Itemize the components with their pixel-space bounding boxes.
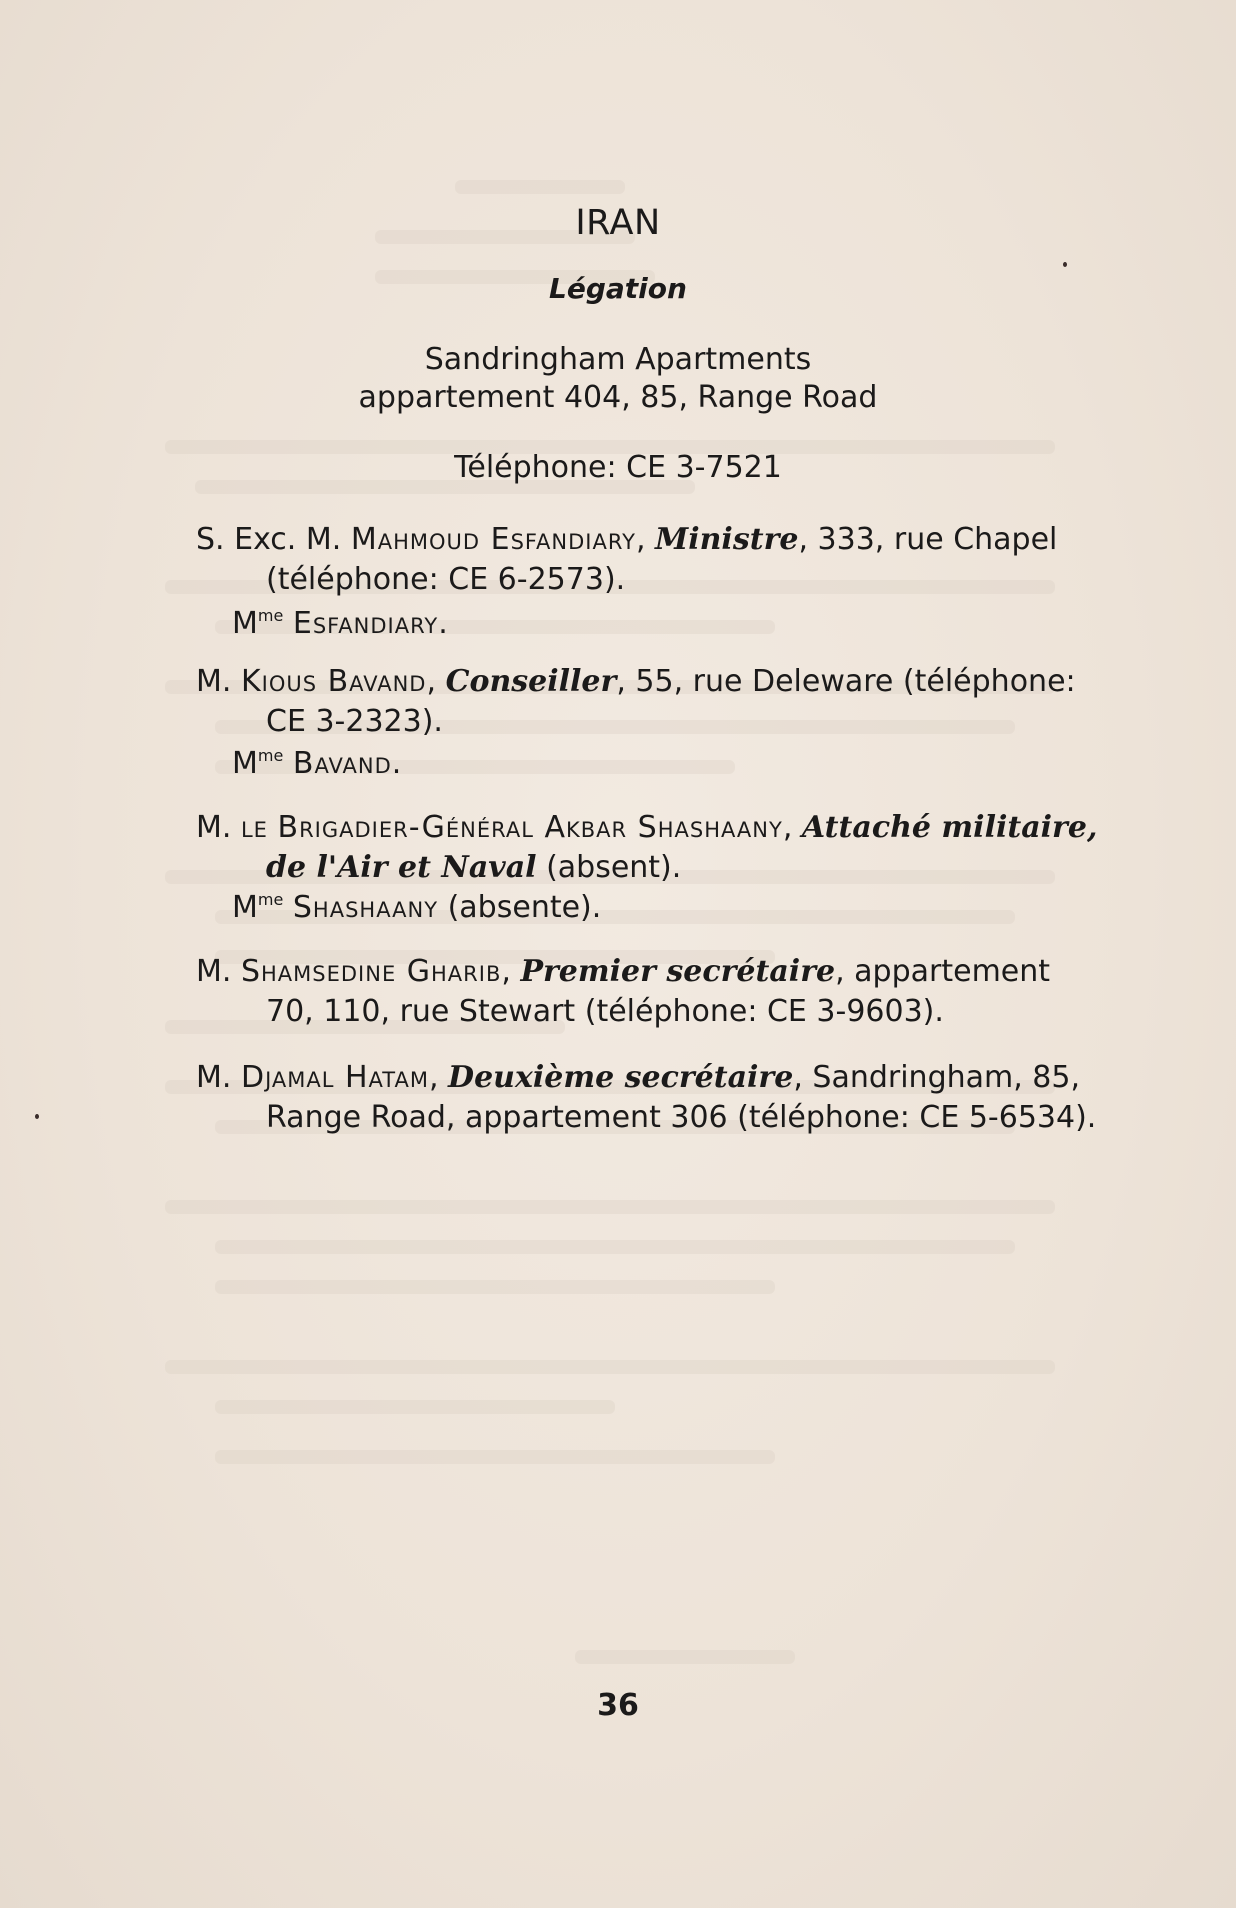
entry-minister: S. Exc. M. Mahmoud Esfandiary, Ministre, 333, rue Chapel (téléphone: CE 6-2573). bbox=[196, 522, 1058, 597]
entry-name: Shamsedine Gharib bbox=[240, 954, 502, 989]
telephone-line: Téléphone: CE 3-7521 bbox=[454, 450, 782, 485]
entry-name: Kious Bavand bbox=[240, 664, 427, 699]
entry-counsellor: M. Kious Bavand, Conseiller, 55, rue Deleware (téléphone: CE 3-2323). bbox=[196, 664, 1076, 739]
entry-title: Attaché militaire, de l'Air et Naval bbox=[266, 810, 1098, 885]
entry-title: Deuxième secrétaire bbox=[448, 1060, 794, 1095]
entry-title: Ministre bbox=[655, 522, 799, 557]
entry-rank: le bbox=[240, 810, 268, 845]
page-title: IRAN bbox=[575, 203, 661, 243]
spouse-suffix: . bbox=[438, 606, 448, 641]
entry-first-secretary: M. Shamsedine Gharib, Premier secrétaire, appartement 70, 110, rue Stewart (téléphone: CE 3-9603). bbox=[196, 954, 1051, 1029]
address-line-1: Sandringham Apartments bbox=[424, 342, 812, 377]
entry-details: , 333, rue Chapel (téléphone: CE 6-2573). bbox=[266, 522, 1058, 597]
entry-lead: S. Exc. M. bbox=[196, 522, 342, 557]
entry-details: , 55, rue Deleware (téléphone: CE 3-2323). bbox=[266, 664, 1076, 739]
spouse-sup: me bbox=[257, 746, 284, 765]
spouse-name: Bavand bbox=[292, 746, 392, 781]
spouse-line bbox=[232, 746, 401, 781]
ink-speck bbox=[1063, 262, 1067, 267]
entry-name: Mahmoud Esfandiary bbox=[350, 522, 636, 557]
spouse-prefix: M bbox=[232, 746, 258, 781]
spouse-sup: me bbox=[257, 890, 284, 909]
entry-lead: M. bbox=[196, 664, 232, 699]
mission-type: Légation bbox=[549, 272, 687, 305]
entry-military-attache: M. le Brigadier-Général Akbar Shashaany, Attaché militaire, de l'Air et Naval (absent). bbox=[196, 810, 1098, 885]
entry-lead: M. bbox=[196, 810, 232, 845]
spouse-prefix: M bbox=[232, 606, 258, 641]
entry-title: Conseiller bbox=[445, 664, 617, 699]
spouse-line bbox=[232, 890, 601, 925]
spouse-name: Esfandiary bbox=[292, 606, 439, 641]
entry-name: Brigadier-Général Akbar Shashaany bbox=[277, 810, 783, 845]
spouse-suffix: (absente). bbox=[438, 890, 602, 925]
entry-second-secretary: M. Djamal Hatam, Deuxième secrétaire, Sandringham, 85, Range Road, appartement 306 (téléphone: CE 5-6534). bbox=[196, 1060, 1097, 1135]
spouse-line bbox=[232, 606, 448, 641]
page-number: 36 bbox=[597, 1688, 639, 1723]
spouse-sup: me bbox=[257, 606, 284, 625]
entry-details: (absent). bbox=[536, 850, 682, 885]
address-line-2: appartement 404, 85, Range Road bbox=[358, 380, 878, 415]
spouse-prefix: M bbox=[232, 890, 258, 925]
entry-details: , Sandringham, 85, Range Road, appartement 306 (téléphone: CE 5-6534). bbox=[266, 1060, 1097, 1135]
spouse-name: Shashaany bbox=[292, 890, 439, 925]
entry-details: , appartement 70, 110, rue Stewart (téléphone: CE 3-9603). bbox=[266, 954, 1051, 1029]
entry-name: Djamal Hatam bbox=[240, 1060, 429, 1095]
ink-speck bbox=[35, 1114, 39, 1119]
spouse-suffix: . bbox=[391, 746, 402, 781]
entry-title: Premier secrétaire bbox=[520, 954, 836, 989]
entry-lead: M. bbox=[196, 954, 232, 989]
entry-lead: M. bbox=[196, 1060, 232, 1095]
